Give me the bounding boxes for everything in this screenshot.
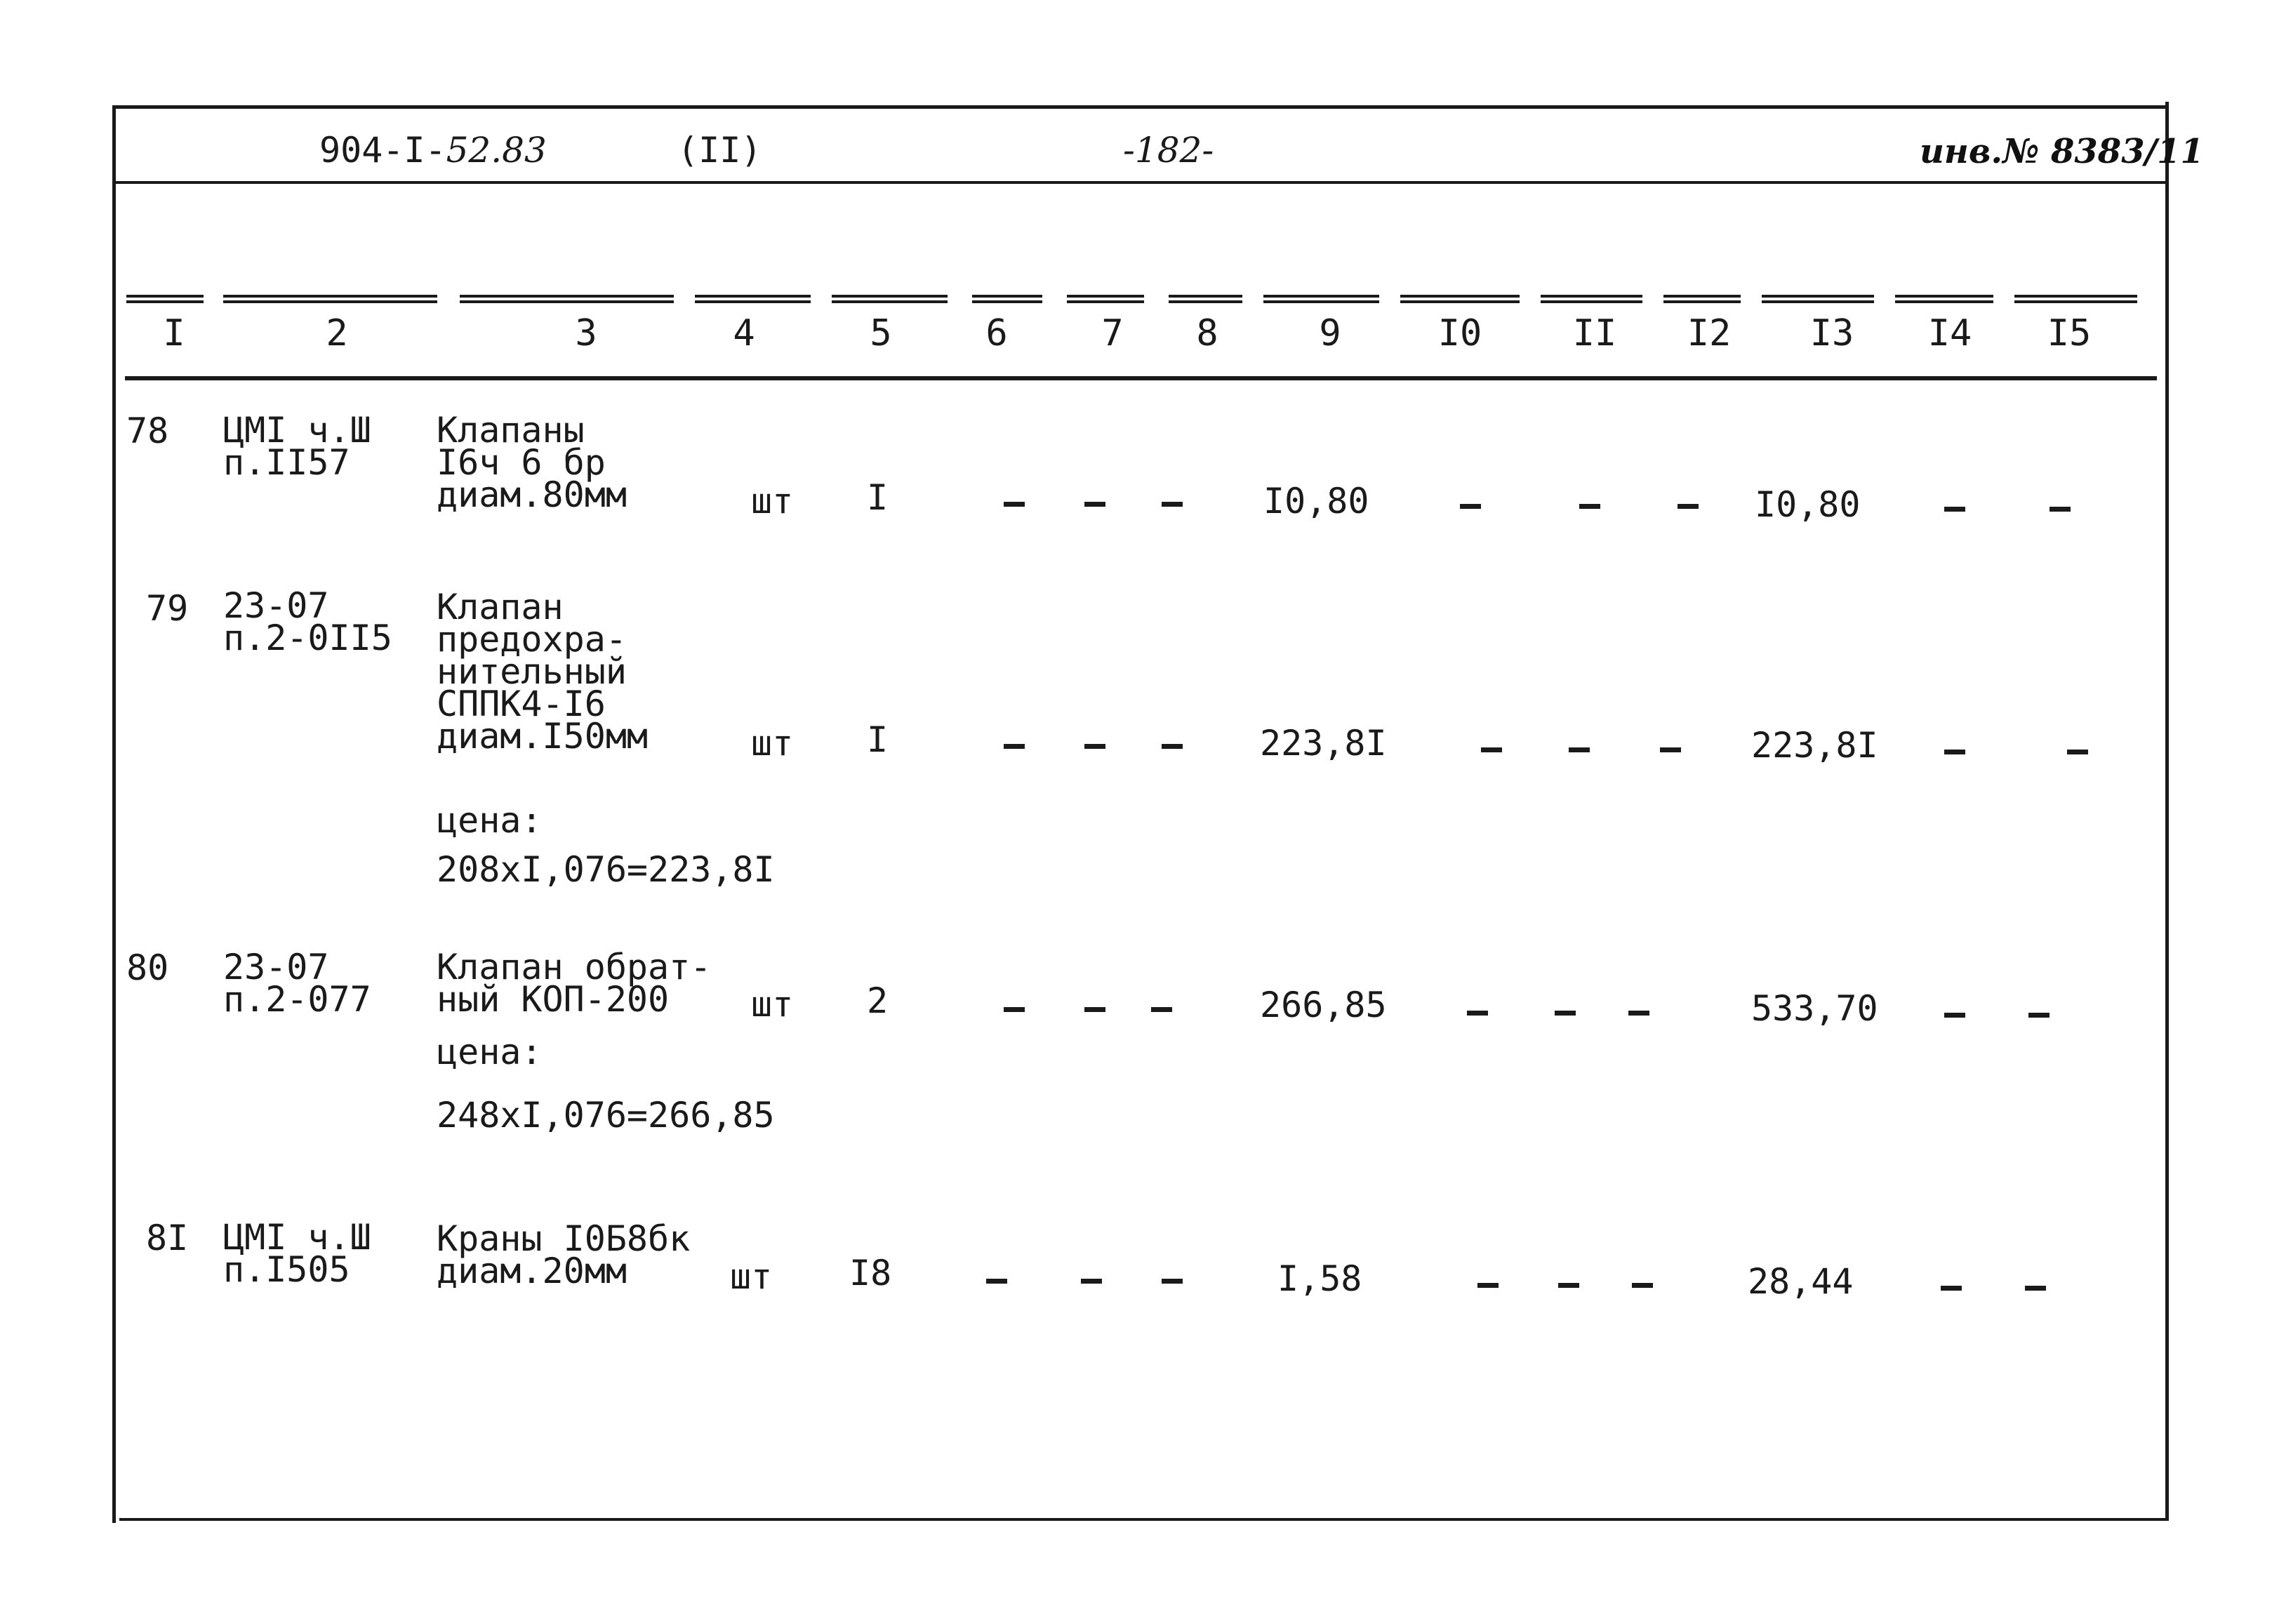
document-code-handwritten: 52.83: [446, 130, 547, 171]
empty-cell-dash: [1084, 744, 1105, 749]
column-number: 8: [1196, 312, 1218, 354]
price-note-formula: 248хI,076=266,85: [437, 1095, 775, 1136]
quantity: I: [867, 719, 889, 760]
column-tick: [972, 295, 1042, 303]
name-line: Клапан обрат-: [437, 947, 712, 987]
source-line: ЦМI ч.Ш: [223, 410, 371, 451]
name-line: Клапаны: [437, 410, 585, 451]
total-cost: 533,70: [1751, 988, 1878, 1029]
column-number: 9: [1319, 312, 1341, 354]
empty-cell-dash: [1555, 1011, 1576, 1016]
quantity: 2: [867, 980, 889, 1021]
source-line: 23-07: [223, 585, 329, 626]
column-tick: [460, 295, 674, 303]
empty-cell-dash: [1628, 1011, 1649, 1016]
total-cost: 28,44: [1748, 1261, 1854, 1302]
frame-right-border: [2165, 102, 2169, 1519]
empty-cell-dash: [1944, 750, 1965, 754]
row-number: 78: [126, 411, 169, 451]
name-line: ный КОП-200: [437, 979, 670, 1020]
unit: шт: [751, 481, 794, 521]
quantity: I: [867, 477, 889, 518]
column-tick: [1169, 295, 1242, 303]
column-tick: [832, 295, 948, 303]
name-line: предохра-: [437, 619, 627, 660]
empty-cell-dash: [1481, 747, 1502, 752]
column-header-rule: [125, 376, 2157, 380]
row-number: 8I: [146, 1218, 189, 1258]
inventory-stamp: инв.№ 8383/11: [1920, 132, 2204, 171]
source-line: п.2-077: [223, 979, 371, 1020]
empty-cell-dash: [1467, 1011, 1488, 1016]
empty-cell-dash: [1632, 1283, 1653, 1288]
name-line: Краны I0Б8бк: [437, 1218, 691, 1259]
page-number: -182-: [1123, 130, 1214, 171]
empty-cell-dash: [2050, 507, 2071, 512]
empty-cell-dash: [1579, 504, 1600, 509]
frame-top-border: [112, 105, 2169, 109]
unit-price: I0,80: [1263, 481, 1369, 521]
source-reference: [223, 1217, 371, 1290]
column-tick: [1895, 295, 1993, 303]
column-number: II: [1572, 312, 1617, 354]
empty-cell-dash: [1944, 1013, 1965, 1018]
item-name: [437, 410, 627, 515]
column-number: 4: [733, 312, 755, 354]
source-reference: [223, 585, 392, 658]
unit-price: I,58: [1277, 1258, 1362, 1299]
empty-cell-dash: [1004, 744, 1025, 749]
total-cost: I0,80: [1755, 484, 1861, 525]
document-code-printed: 904-I-: [319, 130, 446, 171]
column-number: 5: [870, 312, 892, 354]
source-reference: [223, 947, 371, 1020]
frame-bottom-border: [119, 1518, 2169, 1521]
column-tick: [1263, 295, 1379, 303]
unit: шт: [751, 984, 794, 1025]
unit-price: 266,85: [1260, 985, 1387, 1025]
column-number: I4: [1927, 312, 1972, 354]
column-number: I5: [2047, 312, 2092, 354]
empty-cell-dash: [1477, 1283, 1499, 1288]
name-line: Клапан: [437, 587, 564, 627]
column-tick: [1663, 295, 1741, 303]
header-rule: [112, 181, 2169, 184]
column-tick: [223, 295, 437, 303]
column-number: 3: [575, 312, 597, 354]
empty-cell-dash: [1081, 1279, 1102, 1284]
frame-left-border: [112, 105, 116, 1523]
name-line: диам.20мм: [437, 1251, 627, 1291]
total-cost: 223,8I: [1751, 725, 1878, 766]
item-name: [437, 947, 712, 1020]
source-reference: [223, 410, 371, 483]
column-tick: [126, 295, 204, 303]
name-line: СППК4-I6: [437, 684, 606, 724]
empty-cell-dash: [1084, 502, 1105, 507]
row-number: 80: [126, 947, 169, 988]
unit-price: 223,8I: [1260, 723, 1387, 764]
column-number: 7: [1101, 312, 1124, 354]
source-line: ЦМI ч.Ш: [223, 1217, 371, 1258]
unit: шт: [730, 1256, 773, 1297]
empty-cell-dash: [1660, 747, 1681, 752]
price-note-formula: 208хI,076=223,8I: [437, 849, 775, 890]
empty-cell-dash: [1944, 507, 1965, 512]
column-number: I3: [1809, 312, 1854, 354]
name-line: нительный: [437, 651, 627, 692]
column-tick: [1400, 295, 1520, 303]
empty-cell-dash: [1004, 502, 1025, 507]
empty-cell-dash: [1162, 1279, 1183, 1284]
column-number: I0: [1437, 312, 1482, 354]
name-line: I6ч 6 бр: [437, 442, 606, 483]
empty-cell-dash: [1162, 744, 1183, 749]
source-line: п.I505: [223, 1249, 350, 1290]
part-number: (II): [677, 130, 762, 171]
name-line: диам.80мм: [437, 474, 627, 515]
empty-cell-dash: [2067, 750, 2088, 754]
empty-cell-dash: [1151, 1007, 1172, 1012]
column-number: 6: [985, 312, 1008, 354]
empty-cell-dash: [1558, 1283, 1579, 1288]
source-line: 23-07: [223, 947, 329, 987]
row-number: 79: [146, 588, 189, 629]
item-name: [437, 1218, 691, 1291]
item-name: [437, 587, 649, 757]
column-number: 2: [326, 312, 348, 354]
column-tick: [1762, 295, 1874, 303]
document-code: [319, 130, 547, 171]
source-line: п.2-0II5: [223, 618, 392, 658]
column-number: I: [163, 312, 185, 354]
empty-cell-dash: [986, 1279, 1007, 1284]
empty-cell-dash: [2025, 1286, 2046, 1291]
empty-cell-dash: [1678, 504, 1699, 509]
empty-cell-dash: [1162, 502, 1183, 507]
unit: шт: [751, 723, 794, 764]
empty-cell-dash: [1084, 1007, 1105, 1012]
empty-cell-dash: [1004, 1007, 1025, 1012]
empty-cell-dash: [1941, 1286, 1962, 1291]
empty-cell-dash: [2028, 1013, 2050, 1018]
quantity: I8: [849, 1253, 892, 1293]
column-tick: [2014, 295, 2137, 303]
column-tick: [1067, 295, 1144, 303]
price-note-label: цена:: [437, 1032, 543, 1072]
empty-cell-dash: [1460, 504, 1481, 509]
empty-cell-dash: [1569, 747, 1590, 752]
column-tick: [1541, 295, 1642, 303]
price-note-label: цена:: [437, 800, 543, 841]
column-number: I2: [1687, 312, 1732, 354]
name-line: диам.I50мм: [437, 716, 649, 757]
column-tick: [695, 295, 811, 303]
source-line: п.II57: [223, 442, 350, 483]
